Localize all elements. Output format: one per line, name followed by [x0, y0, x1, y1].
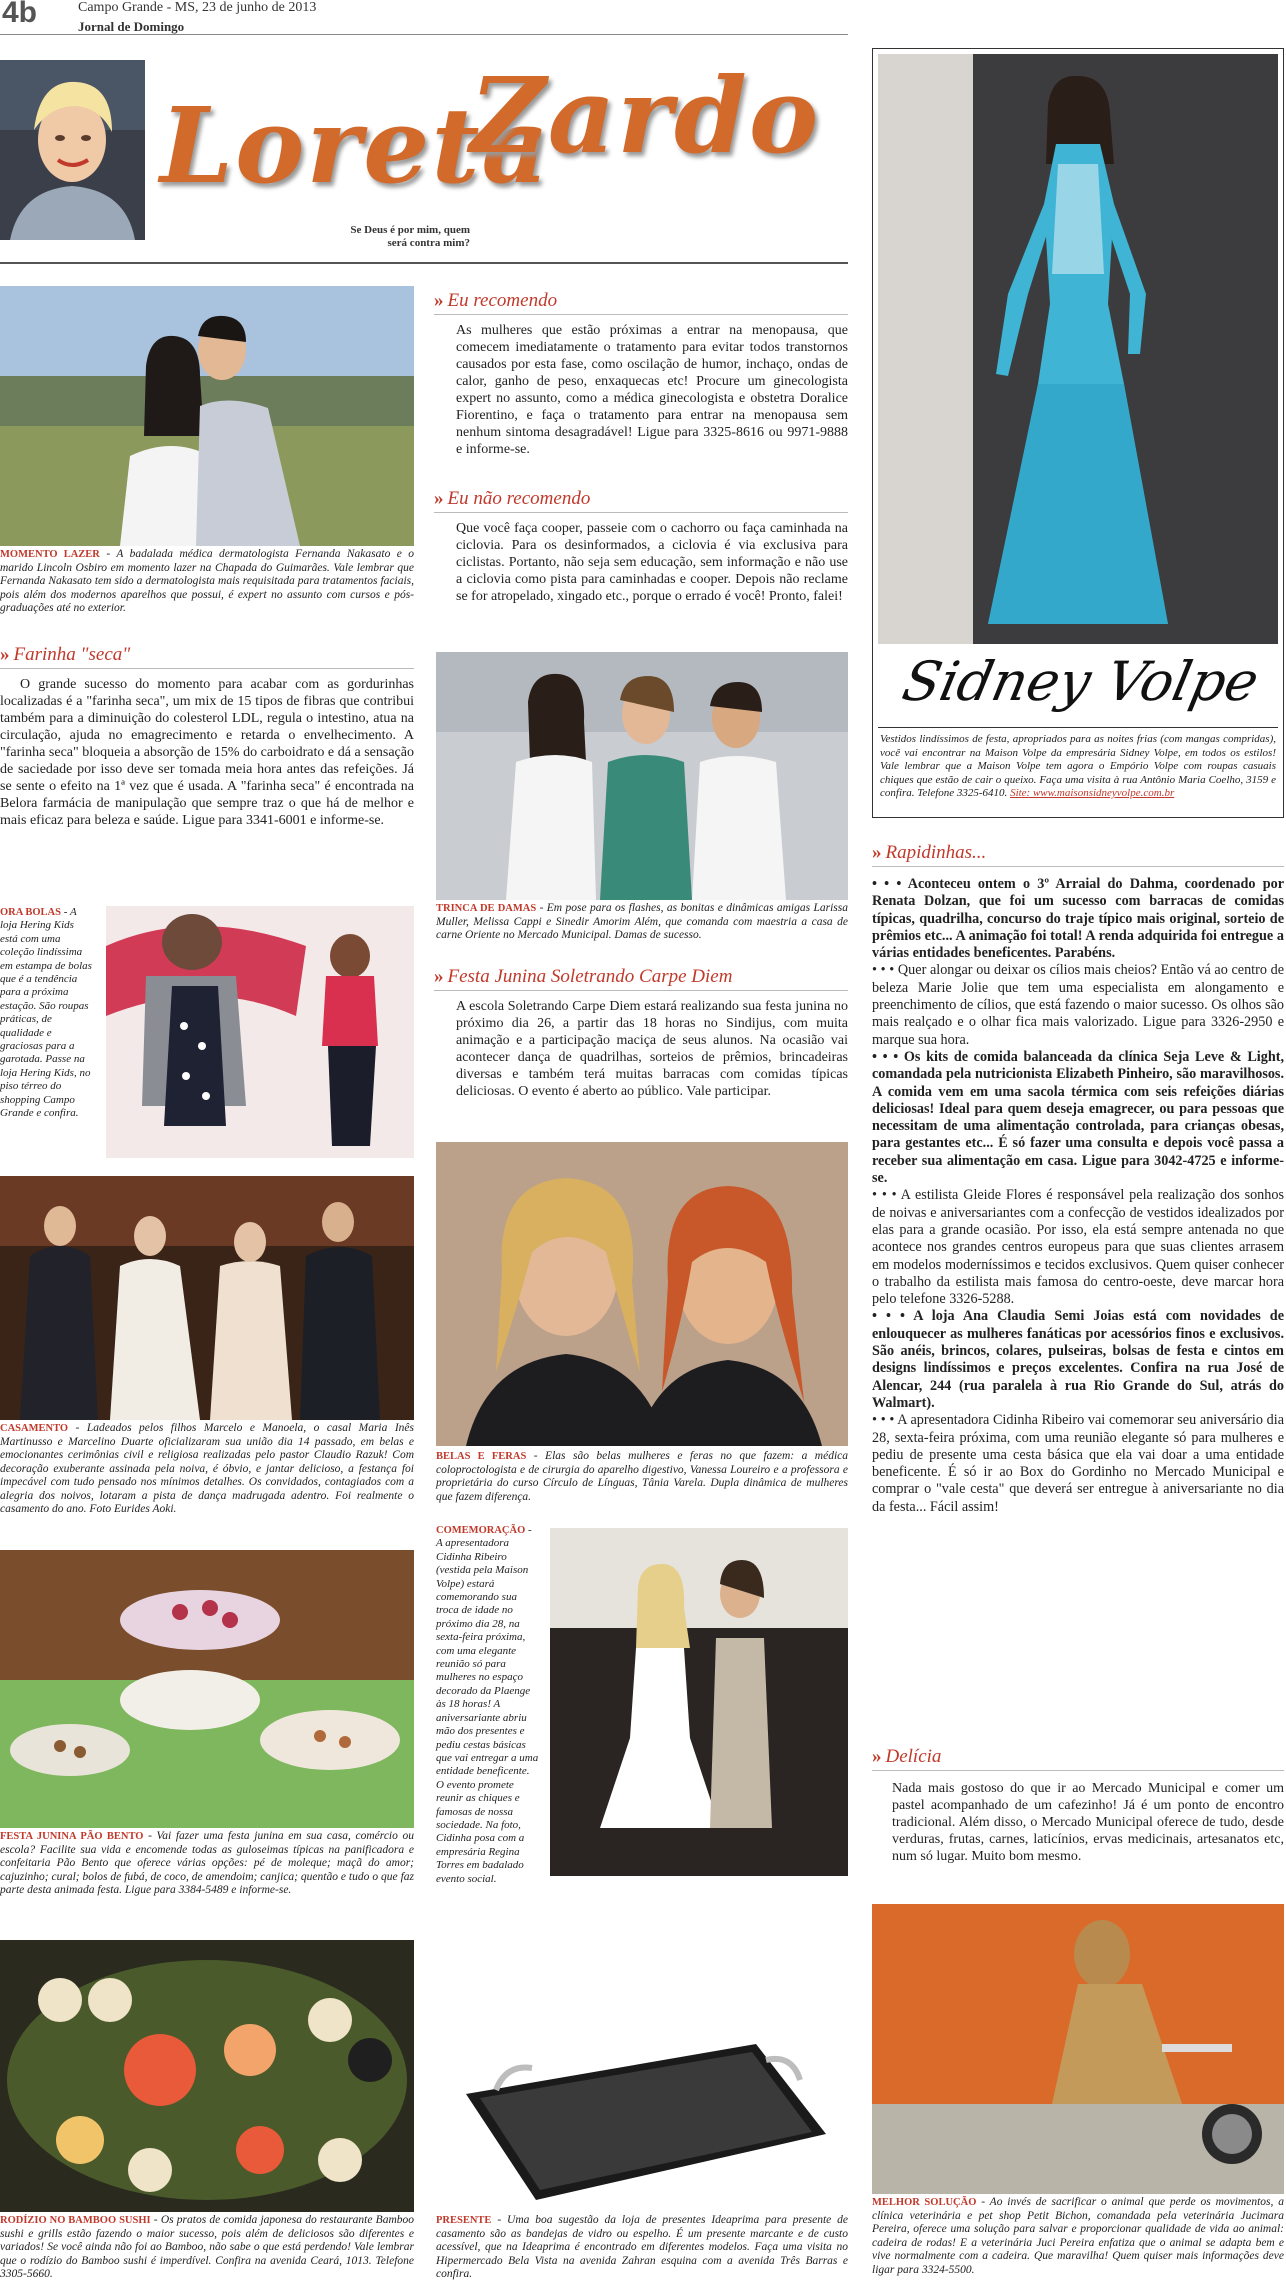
photo-festa-pao-bento [0, 1550, 414, 1828]
photo-trinca-damas [436, 652, 848, 900]
rapidinha-6: • • • A apresentadora Cidinha Ribeiro vai comemorar seu aniversário dia 28, sexta-feira próxima, com uma reunião elegante só para mulheres e pediu de presente uma cesta básica que ela vai doar a uma entidade beneficente. É só ir ao Box do Gordinho no Mercado Municipal e comprar o "vale cesta" que deverá ser entregue à aniversariante no dia da festa... Fácil assim! [872, 1412, 1284, 1515]
dateline: Campo Grande - MS, 23 de junho de 2013 [78, 0, 317, 15]
photo-bamboo-sushi [0, 1940, 414, 2212]
photo-hering [106, 906, 414, 1158]
section-text-farinha: O grande sucesso do momento para acabar com as gordurinhas localizadas é a "farinha seca", um mix de 15 tipos de fibras que contribui também para a diminuição do colesterol LDL, regula o intestino, atua na circulação, ajuda no emagrecimento e retarda o envelhecimento. A "farinha seca" bloqueia a absorção de 15% do carboidrato e dá a sensação de saciedade por isso deve ser tomada meia hora antes das refeições. Já se sente o efeito na 1ª vez que é usada. A "farinha seca" é encontrada na Belora farmácia de manipulação que sempre traz o que há de melhor e mais eficaz para beleza e saúde. Ligue para 3341-6001 e informe-se. [0, 677, 414, 828]
ad-rule [878, 727, 1278, 728]
section-title-nao-recomendo: » Eu não recomendo [434, 488, 848, 513]
ad-text: Vestidos lindíssimos de festa, apropriados para as noites frias (com mangas compridas), você vai encontrar na Maison Volpe da empresária Sidney Volpe, em todos os estilos! Vale lembrar que a Maison Volpe tem agora o Empório Volpe com roupas casuais chiques que estão de cair o queixo. Faça uma visita à rua Antônio Maria Coelho, 3159 e confira. Telefone 3325-6410. Site: www.maisonsidneyvolpe.com.br [880, 733, 1276, 799]
caption-comemoracao: COMEMORAÇÃO - A apresentadora Cidinha Ribeiro (vestida pela Maison Volpe) estará comemorando sua troca de idade no próximo dia 28, na sexta-feira próxima, com uma elegante reunião só para mulheres no espaço decorado da Plaenge às 18 horas! A aniversariante abriu mão dos presentes e pediu cestas básicas que vai entregar a uma entidade beneficente. O evento promete reunir as chiques e famosas de nossa sociedade. Na foto, Cidinha posa com a empresária Regina Torres em badalado evento social. [436, 1524, 539, 1885]
photo-casamento [0, 1176, 414, 1420]
masthead-name-first: Loreta [160, 84, 551, 207]
masthead-rule [0, 262, 848, 264]
section-text-festa-junina: A escola Soletrando Carpe Diem estará realizando sua festa junina no próximo dia 26, a partir das 18 horas no Sindijus, com muita animação e a participação maciça de seus alunos. Na ocasião vai acontecer dança de quadrilhas, sorteios de prêmios, brincadeiras diversas e também terá muitas barracas com comidas típicas deliciosas. O evento é aberto ao público. Vale participar. [456, 999, 848, 1099]
photo-momento-lazer [0, 286, 414, 546]
ad-signature: Sidney Volpe [897, 650, 1265, 713]
section-text-recomendo: As mulheres que estão próximas a entrar na menopausa, que comecem imediatamente o tratamento para evitar todos transtornos causados por esta fase, como oscilação de humor, inchaço, ondas de calor, ganho de peso, enxaquecas etc! Procure um ginecologista expert no assunto, como a médica ginecologista e obstetra Doralice Fiorentino, e faça o tratamento para entrar na menopausa sem nenhum sintoma desagradável! Ligue para 3325-8616 ou 9971-9888 e informe-se. [456, 323, 848, 457]
section-title-farinha: » Farinha "seca" [0, 644, 414, 669]
photo-presente [436, 2024, 848, 2222]
section-title-delicia: » Delícia [872, 1746, 1284, 1771]
page-number: 4b [2, 0, 38, 29]
caption-casamento: CASAMENTO - Ladeados pelos filhos Marcelo e Manoela, o casal Maria Inês Martinusso e Marcelino Duarte oficializaram sua união dia 14 passado, em belas e emocionantes cerimônias civil e religiosa realizadas pelo pastor Claudio Razuk! Com decoração exuberante assinada pela noiva, é óbvio, e jantar delicioso, a festança foi impecável com tudo pensado nos mínimos detalhes. Os convidados, contagiados com a alegria dos noivos, lotaram a pista de dança madrugada adentro. Foi realmente o casamento do ano. Foto Eurides Aoki. [0, 1422, 414, 1515]
photo-melhor-solucao [872, 1904, 1284, 2194]
caption-bamboo-sushi: RODÍZIO NO BAMBOO SUSHI - Os pratos de comida japonesa do restaurante Bamboo sushi e grills estão fazendo o maior sucesso, pois além de deliciosos são diferentes e variados! Se você ainda não foi ao Bamboo, não sabe o que está perdendo! Vale lembrar que o rodízio do Bamboo sushi é imperdível. Confira na avenida Ceará, 1013. Telefone 3305-5660. [0, 2214, 414, 2280]
caption-momento-lazer: MOMENTO LAZER - A badalada médica dermatologista Fernanda Nakasato e o marido Lincoln Osbiro em momento lazer na Chapada do Guimarães. Vale lembrar que Fernanda Nakasato tem sido a dermatologista mais requisitada para tratamentos faciais, pois além dos modernos aparelhos que possui, é expert no assunto com cursos e pós-graduações até no exterior. [0, 548, 415, 614]
section-title-recomendo: » Eu recomendo [434, 290, 848, 315]
paper-name: Jornal de Domingo [78, 19, 185, 34]
caption-festa-pao-bento: FESTA JUNINA PÃO BENTO - Vai fazer uma festa junina em sua casa, comércio ou escola? Facilite sua vida e encomende todas as guloseimas típicas na panificadora e confeitaria Pão Bento que oferece várias opções: pé de moleque; maçã do amor; cajuzinho; cural; bolos de fubá, de coco, de amendoim; canjica; quentão e tudo o que faz parte desta animada festa. Ligue para 3384-5489 e informe-se. [0, 1830, 415, 1896]
rapidinha-4: • • • A estilista Gleide Flores é responsável pela realização dos sonhos de noivas e aniversariantes com a confecção de vestidos idealizados por elas para a grande ocasião. Por isso, ela está sempre antenada no que acontece nos grandes centros europeus para que suas clientes arrasem em modelos moderníssimos e tecidos exclusivos. Quem quiser conhecer o trabalho da estilista mais famosa do centro-oeste, deve marcar hora pelo telefone 3326-5288. [872, 1187, 1284, 1308]
ad-site[interactable]: Site: www.maisonsidneyvolpe.com.br [1010, 787, 1175, 799]
section-title-festa-junina: » Festa Junina Soletrando Carpe Diem [434, 966, 848, 991]
rapidinha-1: • • • Aconteceu ontem o 3º Arraial do Dahma, coordenado por Renata Dolzan, que foi um sucesso com barracas de comidas típicas, quadrilha, concurso do traje típico mais original, sorteio de prêmios etc... A animação foi total! A renda adquirida foi entregue a várias entidades beneficentes. Parabéns. [872, 876, 1284, 962]
caption-presente: PRESENTE - Uma boa sugestão da loja de presentes Ideaprima para presente de casamento são as bandejas de vidro ou espelho. É um presente marcante e de custo acessível, que na Ideaprima é encontrado em diferentes modelos. Faça uma visita no Hipermercado Bela Vista na avenida Zahran esquina com a avenida Três Barras e confira. [436, 2214, 848, 2280]
section-text-nao-recomendo: Que você faça cooper, passeie com o cachorro ou faça caminhada na ciclovia. Para os desinformados, a ciclovia é via exclusiva para ciclistas. Portanto, não seja sem educação, sem informação e não use a ciclovia como pista para caminhadas e cooper. Depois não reclame se for atropelado, xingado etc., porque o errado é você! Pronto, falei! [456, 521, 848, 604]
caption-belas-feras: BELAS E FERAS - Elas são belas mulheres e feras no que fazem: a médica coloproctologista e de cirurgia do aparelho digestivo, Vanessa Loureiro e a professora e proprietária do curso Círculo de Línguas, Tânia Varela. Dupla dinâmica de mulheres que fazem diferença. [436, 1450, 848, 1503]
caption-hering: ORA BOLAS - A loja Hering Kids está com uma coleção lindíssima em estampa de bolas que é a tendência para a próxima estação. São roupas práticas, de qualidade e graciosas para a garotada. Passe na loja Hering Kids, no piso térreo do shopping Campo Grande e confira. [0, 906, 92, 1120]
masthead-tagline-2: será contra mim? [387, 237, 470, 249]
ad-dress-photo [878, 54, 1278, 644]
rapidinha-5: • • • A loja Ana Claudia Semi Joias está com novidades de enlouquecer as mulheres fanáticas por acessórios finos e exclusivos. São anéis, brincos, colares, pulseiras, bolsas de festa e cintos em designs lindíssimos e preços excelentes. Confira na rua José de Alencar, 244 (rua paralela à rua Rio Grande do Sul, atrás do Walmart). [872, 1308, 1284, 1411]
photo-comemoracao [550, 1528, 848, 1876]
caption-melhor-solucao: MELHOR SOLUÇÃO - Ao invés de sacrificar o animal que perde os movimentos, a clínica veterinária e pet shop Petit Bichon, comandada pela veterinária Jucimara Pereira, oferece uma solução para salvar e proporcionar qualidade de vida ao animal: cadeira de rodas! E a veterinária Juci Pereira enfatiza que o animal se adapta bem e vive normalmente com a cadeira. Que maravilha! Quem quiser mais informações deve ligar para 3324-5500. [872, 2196, 1284, 2276]
masthead-name-last: Zardo [470, 54, 821, 177]
section-title-rapidinhas: » Rapidinhas... [872, 842, 1284, 867]
rapidinha-2: • • • Quer alongar ou deixar os cílios mais cheios? Então vá ao centro de beleza Marie Jolie que tem uma especialista em alongamento e preenchimento de cílios, que está fazendo o maior sucesso. Os olhos são mais realçado e o olhar fica mais valorizado. Ligue para 3326-2950 e marque sua hora. [872, 962, 1284, 1048]
masthead-tagline-1: Se Deus é por mim, quem [350, 224, 470, 236]
header-rule [0, 34, 848, 35]
rapidinha-3: • • • Os kits de comida balanceada da clínica Seja Leve & Light, comandada pela nutricionista Elizabeth Pinheiro, são maravilhosos. A comida vem em uma sacola térmica com seis refeições diárias deliciosas! Ideal para quem deseja emagrecer, ou para pessoas que necessitam de uma alimentação controlada, para crianças obesas, para gestantes etc... É só fazer uma consulta e depois você passa a receber sua alimentação em casa. Ligue para 3042-4725 e informe-se. [872, 1048, 1284, 1187]
section-text-delicia: Nada mais gostoso do que ir ao Mercado Municipal e comer um pastel acompanhado de um cafezinho! Já é um ponto de encontro tradicional. Além disso, o Mercado Municipal oferece de tudo, desde verduras, frutas, carnes, laticínios, ervas medicinais, artesanatos etc, num só lugar. Muito bom mesmo. [892, 1781, 1284, 1864]
caption-trinca-damas: TRINCA DE DAMAS - Em pose para os flashes, as bonitas e dinâmicas amigas Larissa Muller, Melissa Cappi e Sinedir Amorim Além, que comanda com maestria a casa de carne Oriente no Mercado Municipal. Damas de sucesso. [436, 902, 848, 941]
section-text-rapidinhas [872, 876, 1284, 1516]
photo-belas-feras [436, 1142, 848, 1446]
columnist-photo [0, 60, 145, 240]
